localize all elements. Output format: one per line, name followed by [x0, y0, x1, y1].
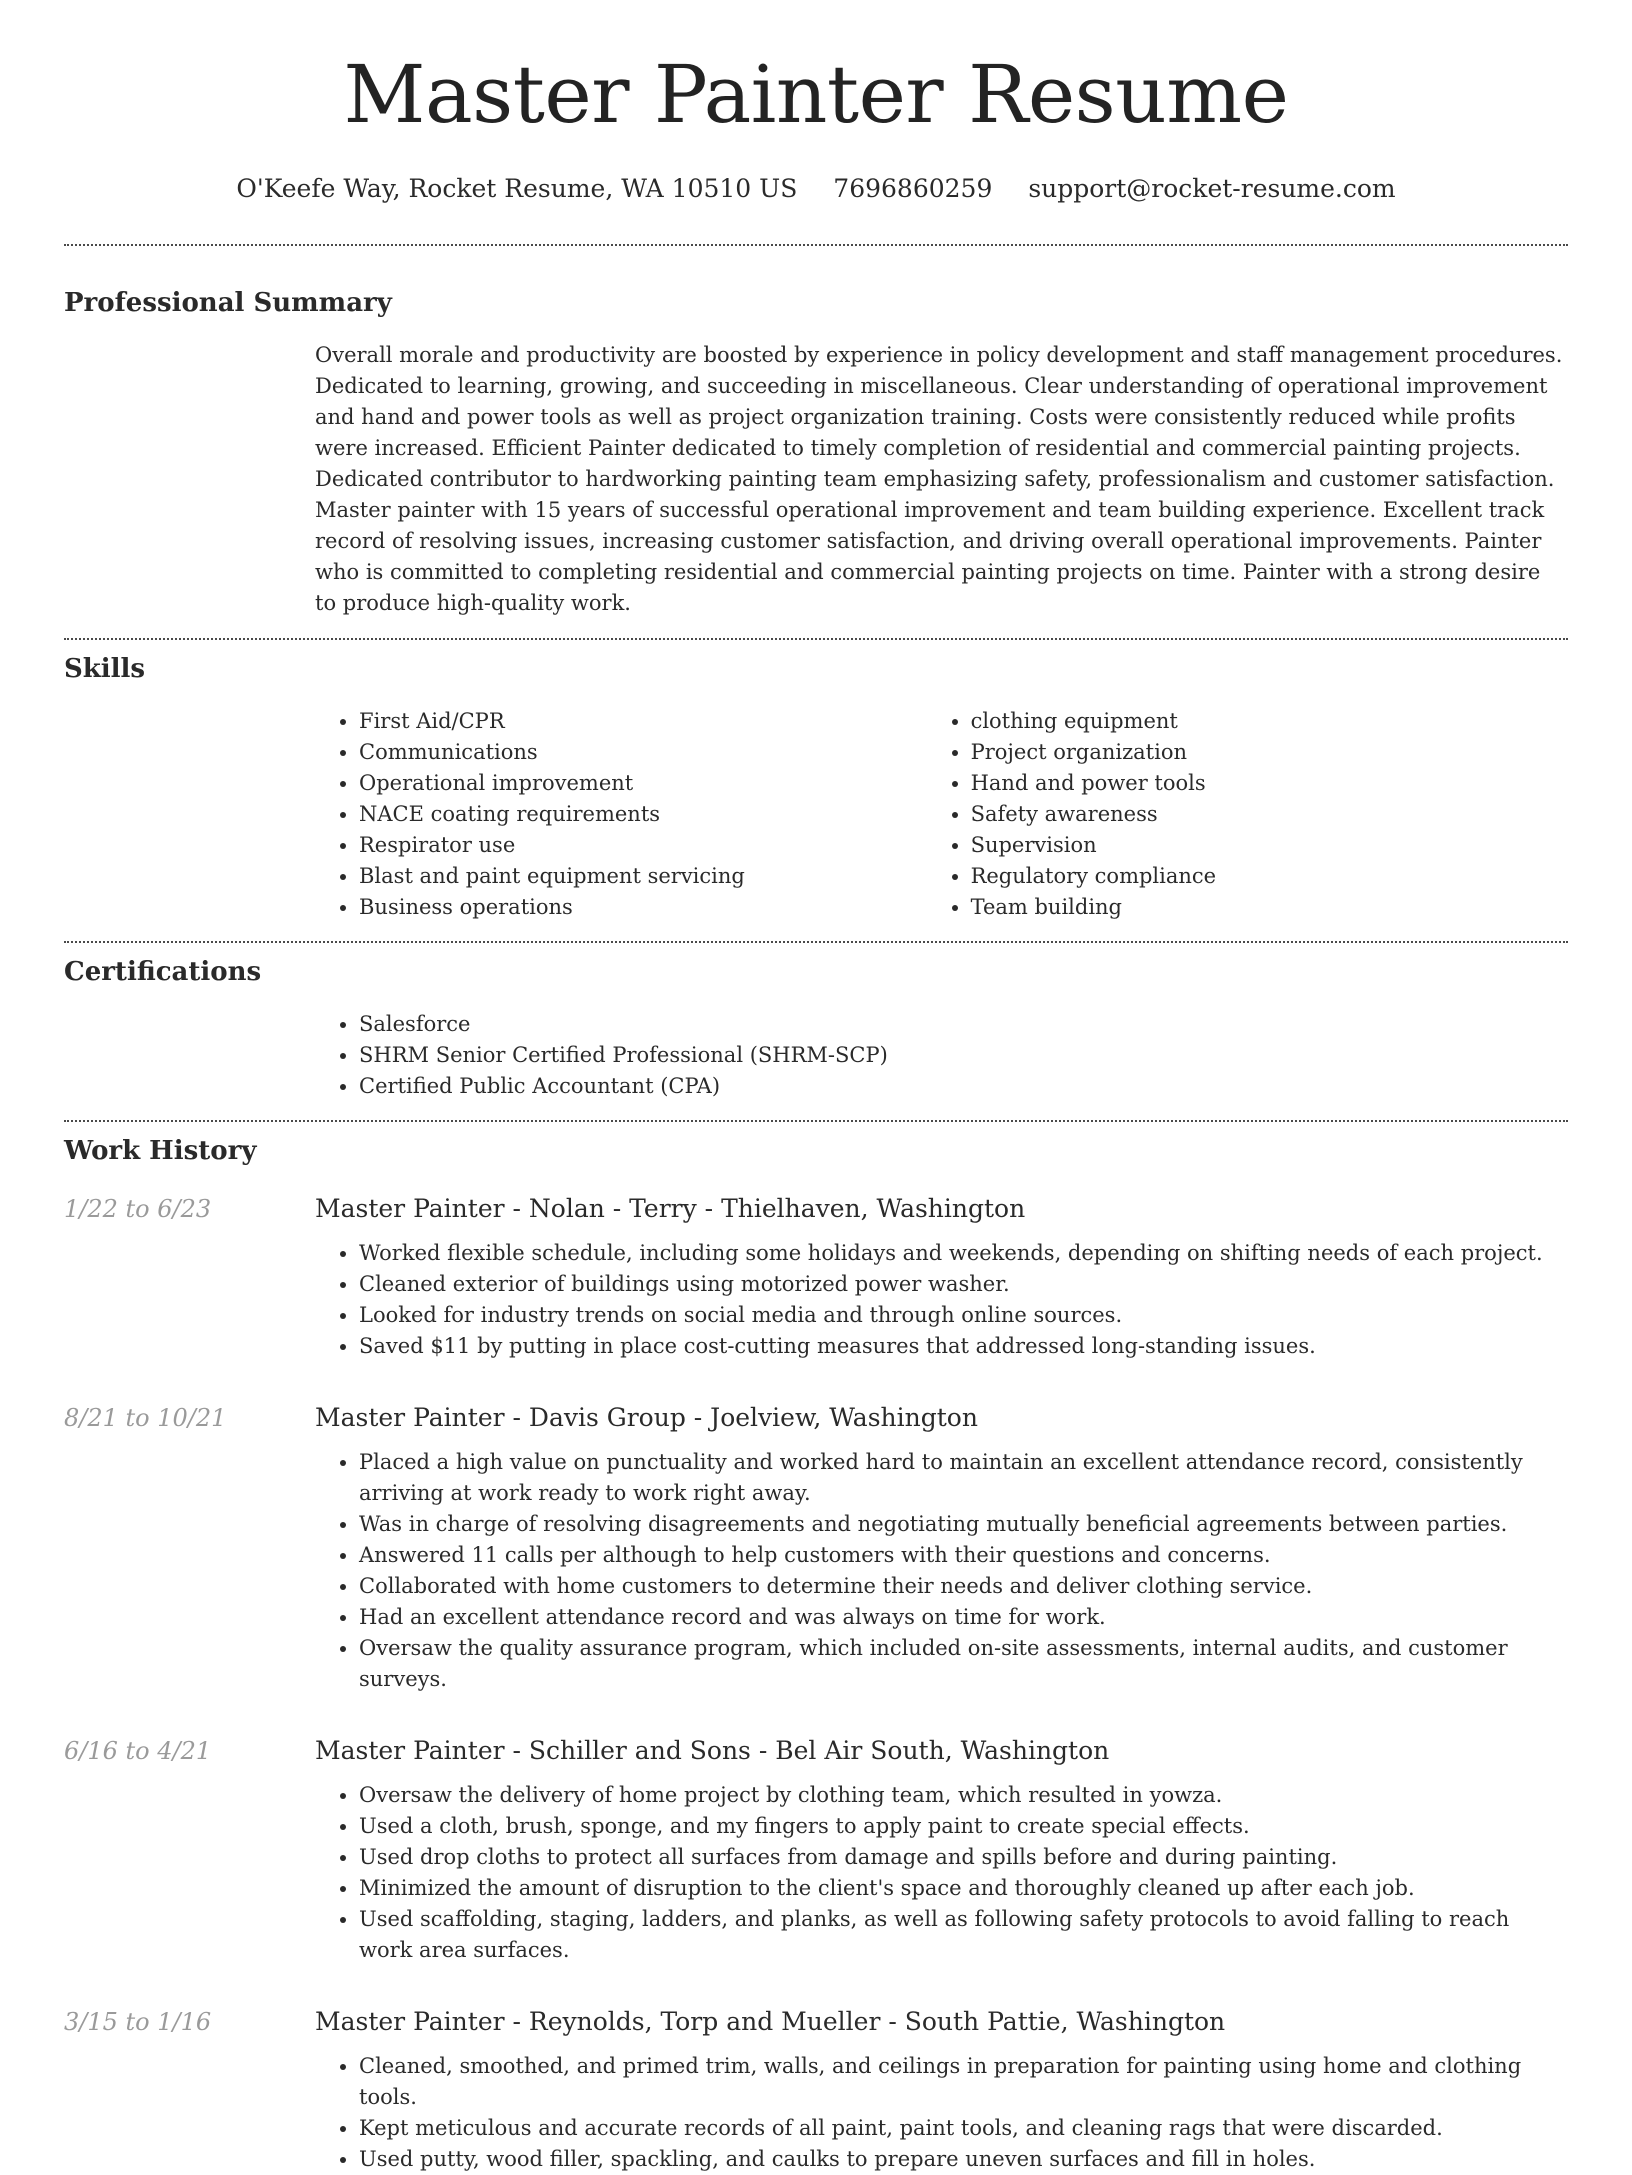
job-dates: 3/15 to 1/16 — [64, 2008, 212, 2036]
skills-column-left — [315, 706, 927, 923]
contact-address: O'Keefe Way, Rocket Resume, WA 10510 US — [236, 174, 798, 203]
job-title: Master Painter - Davis Group - Joelview, Washington — [315, 1403, 978, 1432]
certifications-heading: Certifications — [64, 957, 262, 987]
contact-info — [64, 172, 1568, 206]
certifications-list — [315, 1009, 1568, 1102]
job-duty: • Was in charge of resolving disagreements and negotiating mutually beneficial agreements between parties. — [359, 1509, 1568, 1540]
job-dates: 1/22 to 6/23 — [64, 1195, 212, 1223]
skill-item: • Project organization — [971, 737, 1568, 768]
skill-item: • Blast and paint equipment servicing — [359, 861, 927, 892]
skill-item: • Regulatory compliance — [971, 861, 1568, 892]
job-duty: • Cleaned exterior of buildings using motorized power washer. — [359, 1269, 1568, 1300]
skills-list — [315, 706, 1568, 923]
job-title: Master Painter - Nolan - Terry - Thielhaven, Washington — [315, 1194, 1026, 1223]
job-duty: • Used a cloth, brush, sponge, and my fingers to apply paint to create special effects. — [359, 1811, 1568, 1842]
job-duties — [315, 1447, 1568, 1695]
job-entry — [64, 1192, 1568, 1362]
job-duty: • Saved $11 by putting in place cost-cutting measures that addressed long-standing issues. — [359, 1331, 1568, 1362]
skill-item: • Safety awareness — [971, 799, 1568, 830]
job-duty: • Had an excellent attendance record and was always on time for work. — [359, 1602, 1568, 1633]
job-duty: • Collaborated with home customers to determine their needs and deliver clothing service. — [359, 1571, 1568, 1602]
skill-item: • Hand and power tools — [971, 768, 1568, 799]
resume-page — [64, 0, 1568, 2175]
skill-item: • Operational improvement — [359, 768, 927, 799]
job-entry — [64, 1734, 1568, 1966]
skill-item: • clothing equipment — [971, 706, 1568, 737]
page-title: Master Painter Resume — [343, 48, 1289, 141]
summary-heading: Professional Summary — [64, 288, 392, 318]
job-duty: • Used scaffolding, staging, ladders, and planks, as well as following safety protocols to avoid falling to reach work area surfaces. — [359, 1904, 1568, 1966]
skill-item: • Business operations — [359, 892, 927, 923]
job-duties — [315, 2051, 1568, 2175]
job-entry — [64, 2005, 1568, 2175]
certification-item: • Salesforce — [359, 1009, 1568, 1040]
job-duty: • Minimized the amount of disruption to the client's space and thoroughly cleaned up after each job. — [359, 1873, 1568, 1904]
job-duty: • Oversaw the quality assurance program, which included on-site assessments, internal audits, and customer surveys. — [359, 1633, 1568, 1695]
work-history-heading: Work History — [64, 1136, 257, 1166]
job-duty: • Answered 11 calls per although to help customers with their questions and concerns. — [359, 1540, 1568, 1571]
section-divider — [64, 244, 1568, 246]
skill-item: • NACE coating requirements — [359, 799, 927, 830]
job-dates: 6/16 to 4/21 — [64, 1737, 212, 1765]
job-duty: • Oversaw the delivery of home project by clothing team, which resulted in yowza. — [359, 1780, 1568, 1811]
skills-heading: Skills — [64, 654, 146, 684]
job-duty: • Cleaned, smoothed, and primed trim, walls, and ceilings in preparation for painting using home and clothing tools. — [359, 2051, 1568, 2113]
job-title: Master Painter - Reynolds, Torp and Mueller - South Pattie, Washington — [315, 2007, 1226, 2036]
job-duties — [315, 1238, 1568, 1362]
section-divider — [64, 1120, 1568, 1122]
skill-item: • Communications — [359, 737, 927, 768]
job-dates: 8/21 to 10/21 — [64, 1404, 227, 1432]
skill-item: • Supervision — [971, 830, 1568, 861]
section-divider — [64, 638, 1568, 640]
summary-text: Overall morale and productivity are boosted by experience in policy development and staff management procedures. Dedicated to learning, growing, and succeeding in miscellaneous. Clear understanding of operational improvement and hand and power tools as well as project organization training. Costs were consistently reduced while profits were increased. Efficient Painter dedicated to timely completion of residential and commercial painting projects. Dedicated contributor to hardworking painting team emphasizing safety, professionalism and customer satisfaction. Master painter with 15 years of successful operational improvement and team building experience. Excellent track record of resolving issues, increasing customer satisfaction, and driving overall operational improvements. Painter who is committed to completing residential and commercial painting projects on time. Painter with a strong desire to produce high-quality work. — [315, 343, 1563, 615]
section-divider — [64, 941, 1568, 943]
job-duty: • Kept meticulous and accurate records of all paint, paint tools, and cleaning rags that were discarded. — [359, 2113, 1568, 2144]
certification-item: • Certified Public Accountant (CPA) — [359, 1071, 1568, 1102]
job-duty: • Used putty, wood filler, spackling, and caulks to prepare uneven surfaces and fill in holes. — [359, 2144, 1568, 2175]
job-title: Master Painter - Schiller and Sons - Bel Air South, Washington — [315, 1736, 1110, 1765]
job-entry — [64, 1401, 1568, 1695]
job-duty: • Worked flexible schedule, including some holidays and weekends, depending on shifting needs of each project. — [359, 1238, 1568, 1269]
job-duty: • Used drop cloths to protect all surfaces from damage and spills before and during painting. — [359, 1842, 1568, 1873]
skill-item: • Team building — [971, 892, 1568, 923]
job-duty: • Looked for industry trends on social media and through online sources. — [359, 1300, 1568, 1331]
skills-column-right — [927, 706, 1568, 923]
certification-item: • SHRM Senior Certified Professional (SHRM-SCP) — [359, 1040, 1568, 1071]
skill-item: • Respirator use — [359, 830, 927, 861]
skill-item: • First Aid/CPR — [359, 706, 927, 737]
contact-email: support@rocket-resume.com — [1028, 174, 1396, 203]
job-duty: • Placed a high value on punctuality and worked hard to maintain an excellent attendance record, consistently arriving at work ready to work right away. — [359, 1447, 1568, 1509]
job-duties — [315, 1780, 1568, 1966]
contact-phone: 7696860259 — [833, 174, 993, 203]
